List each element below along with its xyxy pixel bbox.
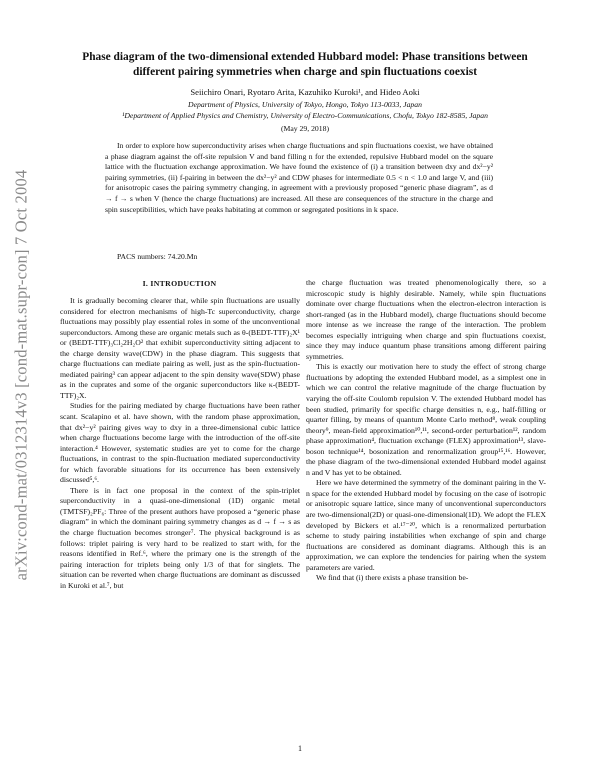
paragraph: We find that (i) there exists a phase transition be- xyxy=(316,573,469,583)
arxiv-identifier xyxy=(6,140,36,610)
author-list: Seiichiro Onari, Ryotaro Arita, Kazuhiko Kuroki¹, and Hideo Aoki xyxy=(190,87,420,97)
affiliation-2: ¹Department of Applied Physics and Chemistry, University of Electro-Communications, Chofu, Tokyo 182-8585, Japan xyxy=(122,111,488,120)
left-column xyxy=(60,296,300,591)
paragraph: This is exactly our motivation here to study the effect of strong charge fluctuations by adopting the extended Hubbard model, as a simplest one in which we can control the relative magnitude of the charge fluctuation by varying the off-site Coulomb repulsion V. The extended Hubbard model has been studied, primarily for specific charge densities n, e.g., half-filling or quarter filling, by means of quantum Monte Carlo method⁸, weak coupling theory⁹, mean-field approximation¹⁰,¹¹, second-order perturbation¹², random phase approximation⁴, fluctuation exchange (FLEX) approximation¹³, slave-boson technique¹⁴, bosonization and renormalization group¹⁵,¹⁶. However, the phase diagram of the two-dimensional extended Hubbard model against n and V has yet to be obtained. xyxy=(306,362,546,477)
pacs-numbers: PACS numbers: 74.20.Mn xyxy=(117,252,198,261)
paragraph: It is gradually becoming clearer that, while spin fluctuations are usually considered for electron mechanisms of high-Tc superconductivity, charge fluctuations may possibly play essential roles in some of the unconventional superconductors. Among these are organic metals such as θ-(BEDT-TTF)₂X¹ or (BEDT-TTF)₃Cl₂2H₂O² that exhibit superconductivity sitting adjacent to the charge density wave(CDW) in the phase diagram. This suggests that charge fluctuations can mediate pairing as well, just as the spin-fluctuation-mediated pairing³ can appear adjacent to the spin density wave(SDW) phase as in the cuprates and some of the organic superconductors like κ-(BEDT-TTF)₂X. xyxy=(60,296,300,400)
paragraph: Studies for the pairing mediated by charge fluctuations have been rather scant. Scalapino et al. have shown, with the random phase approximation, that dx²−y² pairing gives way to dxy in a three-dimensional cubic lattice when charge fluctuations become large with the introduction of the off-site interaction.⁴ However, systematic studies are yet to come for the charge fluctuations, in contrast to the spin-fluctuation mediated superconductivity for which favorable situations for its occurrence has been extensively discussed⁵,⁶. xyxy=(60,401,300,485)
abstract: In order to explore how superconductivity arises when charge fluctuations and spin fluctuations coexist, we have obtained a phase diagram against the off-site repulsion V and band filling n for the extended, repulsive Hubbard model on the square lattice with the fluctuation exchange approximation. We have found the existence of (i) a transition between dxy and dx²−y² pairing symmetries, (ii) f-pairing in between the dx²−y² and CDW phases for intermediate 0.5 < n < 1.0 and large V, and (iii) for anisotropic cases the pairing symmetry changing, in agreement with a previously proposed “generic phase diagram”, as d → f → s when V (hence the charge fluctuations) are increased. All these are consequences of the structure in the charge and spin susceptibilities, which have peaks habitating at common or segregated positions in k space. xyxy=(105,141,493,214)
page-number: 1 xyxy=(298,744,302,753)
paragraph: Here we have determined the symmetry of the dominant pairing in the V-n space for the extended Hubbard model by focusing on the case of isotropic or anisotropic square lattice, since many of unconventional superconductors are two-dimensional(2D) or quasi-one-dimensional(1D). We adopt the FLEX developed by Bickers et al.¹⁷⁻²⁰, which is a renormalized perturbation scheme to study pairing instabilities when exchange of spin and charge fluctuations are considered as dominant diagrams. Although this is an approximation, we can explore the tendencies for pairing when the system parameters are varied. xyxy=(306,478,546,572)
arxiv-stamp-text: arXiv:cond-mat/0312314v3 [cond-mat.supr-con] 7 Oct 2004 xyxy=(11,169,31,581)
paragraph: There is in fact one proposal in the context of the spin-triplet superconductivity in a quasi-one-dimensional (1D) organic metal (TMTSF)₂PF₆: Three of the present authors have proposed a “generic phase diagram” in which the dominant pairing symmetry changes as d → f → s as the charge fluctuation becomes stronger⁷. The physical background is as follows: triplet pairing is very hard to be realized to start with, for the reasons identified in Ref.⁶, where the primary one is the strength of the pairing interaction for triplets being only 1/3 of that for singlets. The situation can be reverted when charge fluctuations are dominant as discussed in Kuroki et al.⁷, but xyxy=(60,485,300,590)
paragraph: the charge fluctuation was treated phenomenologically there, so a microscopic study is highly desirable. Namely, while spin fluctuations dominate over charge fluctuations when the electron-electron interaction is short-ranged (as in the Hubbard model), charge fluctuations should become more intense as we increase the range of the interaction. The problem becomes especially intriguing when charge and spin fluctuations coexist, since they may induce quantum phase transitions among different pairing symmetries. xyxy=(306,278,546,361)
section-heading: I. INTRODUCTION xyxy=(142,279,217,288)
right-column xyxy=(306,278,546,584)
date-line: (May 29, 2018) xyxy=(280,124,330,133)
affiliation-1: Department of Physics, University of Tokyo, Hongo, Tokyo 113-0033, Japan xyxy=(188,100,422,109)
paper-title: Phase diagram of the two-dimensional extended Hubbard model: Phase transitions between different pairing symmetries when charge and spin fluctuations coexist xyxy=(82,51,528,78)
